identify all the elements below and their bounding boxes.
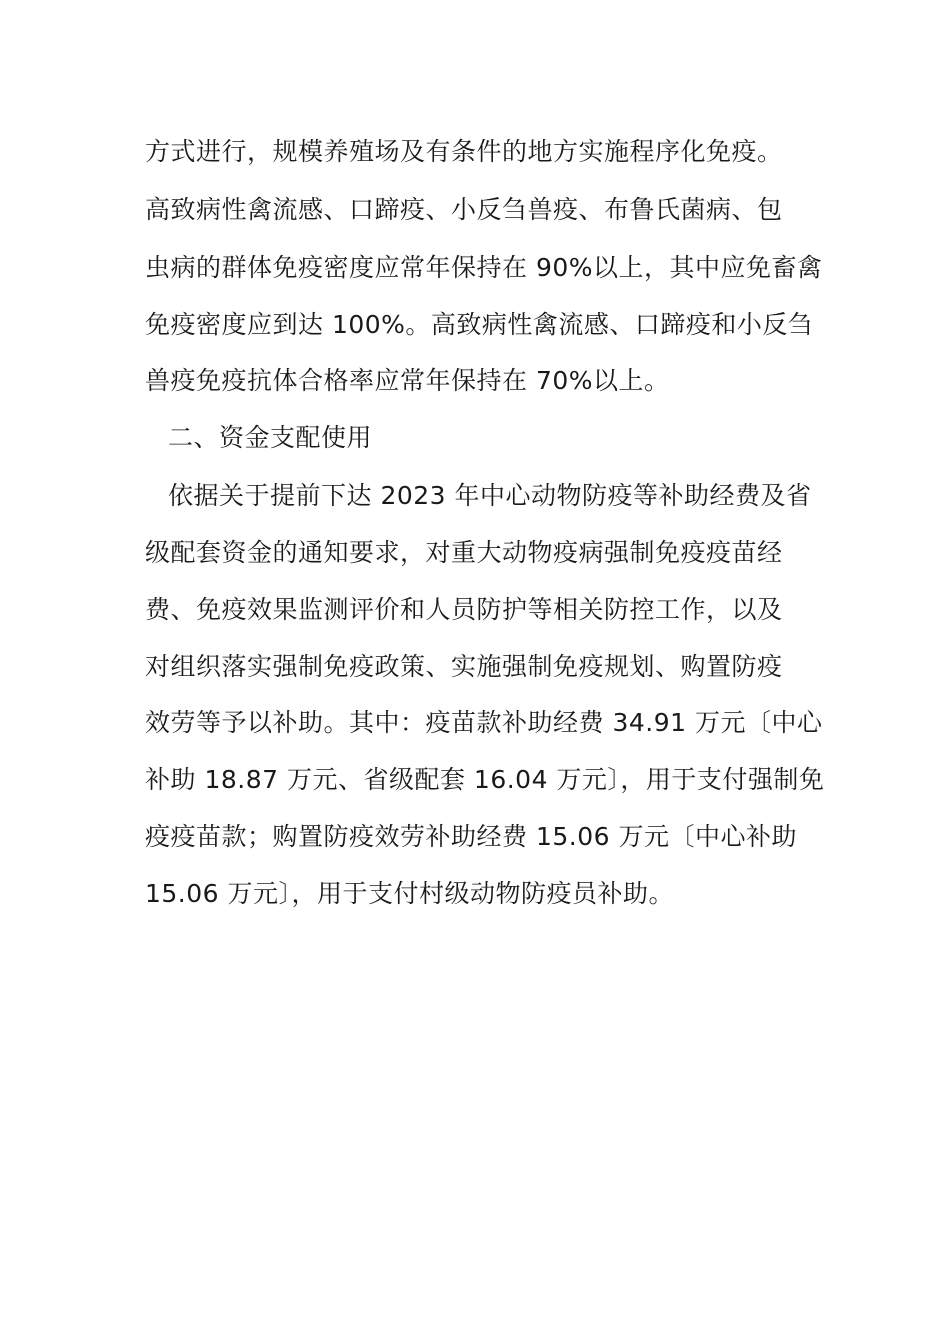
paragraph-line: 效劳等予以补助。其中：疫苗款补助经费 34.91 万元〔中心 xyxy=(145,708,823,737)
body-text-line: 方式进行，规模养殖场及有条件的地方实施程序化免疫。 xyxy=(145,137,783,166)
body-text-line: 高致病性禽流感、口蹄疫、小反刍兽疫、布鲁氏菌病、包 xyxy=(145,195,783,224)
paragraph-line: 费、免疫效果监测评价和人员防护等相关防控工作，以及 xyxy=(145,595,783,624)
paragraph-line: 对组织落实强制免疫政策、实施强制免疫规划、购置防疫 xyxy=(145,652,783,681)
body-text-line: 兽疫免疫抗体合格率应常年保持在 70%以上。 xyxy=(145,366,670,395)
paragraph-line: 依据关于提前下达 2023 年中心动物防疫等补助经费及省 xyxy=(168,481,812,510)
paragraph-line: 补助 18.87 万元、省级配套 16.04 万元〕，用于支付强制免 xyxy=(145,765,825,794)
paragraph-line: 疫疫苗款；购置防疫效劳补助经费 15.06 万元〔中心补助 xyxy=(145,822,797,851)
section-heading: 二、资金支配使用 xyxy=(168,423,373,452)
paragraph-line: 15.06 万元〕，用于支付村级动物防疫员补助。 xyxy=(145,879,675,908)
body-text-line: 免疫密度应到达 100%。高致病性禽流感、口蹄疫和小反刍 xyxy=(145,310,814,339)
body-text-line: 虫病的群体免疫密度应常年保持在 90%以上，其中应免畜禽 xyxy=(145,253,823,282)
paragraph-line: 级配套资金的通知要求，对重大动物疫病强制免疫疫苗经 xyxy=(145,538,783,567)
